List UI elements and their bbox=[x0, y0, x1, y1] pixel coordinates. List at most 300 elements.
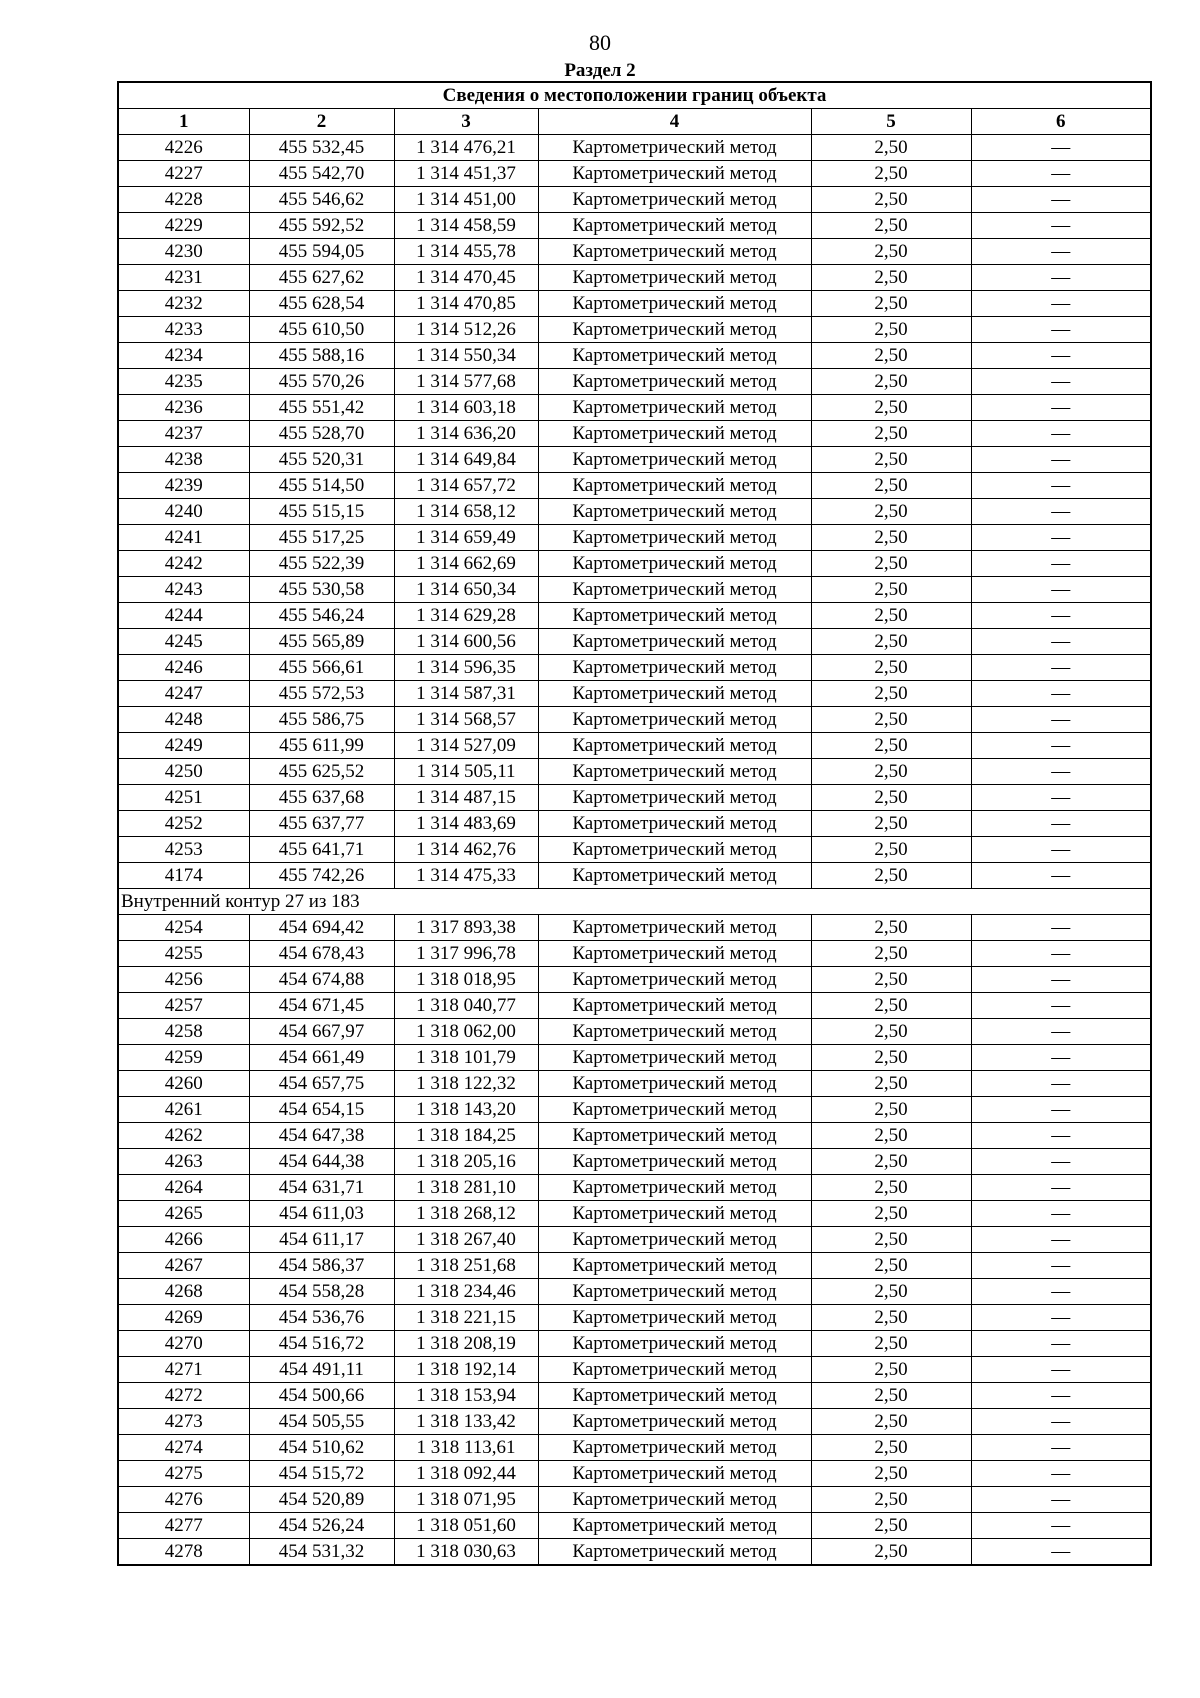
method-cell: Картометрический метод bbox=[538, 707, 811, 733]
x-coordinate-cell: 454 631,71 bbox=[249, 1175, 394, 1201]
x-coordinate-cell: 455 588,16 bbox=[249, 343, 394, 369]
y-coordinate-cell: 1 314 596,35 bbox=[394, 655, 538, 681]
note-cell: — bbox=[971, 1227, 1151, 1253]
table-row bbox=[118, 629, 1151, 655]
y-coordinate-cell: 1 314 451,00 bbox=[394, 187, 538, 213]
table-row bbox=[118, 967, 1151, 993]
table-row bbox=[118, 1071, 1151, 1097]
y-coordinate-cell: 1 318 101,79 bbox=[394, 1045, 538, 1071]
accuracy-cell: 2,50 bbox=[811, 291, 971, 317]
accuracy-cell: 2,50 bbox=[811, 317, 971, 343]
x-coordinate-cell: 455 551,42 bbox=[249, 395, 394, 421]
x-coordinate-cell: 454 516,72 bbox=[249, 1331, 394, 1357]
y-coordinate-cell: 1 318 205,16 bbox=[394, 1149, 538, 1175]
contour-section-label: Внутренний контур 27 из 183 bbox=[118, 889, 1151, 915]
accuracy-cell: 2,50 bbox=[811, 525, 971, 551]
point-number-cell: 4278 bbox=[118, 1539, 249, 1566]
point-number-cell: 4253 bbox=[118, 837, 249, 863]
x-coordinate-cell: 455 528,70 bbox=[249, 421, 394, 447]
note-cell: — bbox=[971, 811, 1151, 837]
y-coordinate-cell: 1 314 527,09 bbox=[394, 733, 538, 759]
table-row bbox=[118, 1383, 1151, 1409]
note-cell: — bbox=[971, 1513, 1151, 1539]
point-number-cell: 4274 bbox=[118, 1435, 249, 1461]
method-cell: Картометрический метод bbox=[538, 1357, 811, 1383]
x-coordinate-cell: 455 611,99 bbox=[249, 733, 394, 759]
accuracy-cell: 2,50 bbox=[811, 1253, 971, 1279]
note-cell: — bbox=[971, 837, 1151, 863]
method-cell: Картометрический метод bbox=[538, 343, 811, 369]
point-number-cell: 4250 bbox=[118, 759, 249, 785]
note-cell: — bbox=[971, 1383, 1151, 1409]
table-row bbox=[118, 707, 1151, 733]
y-coordinate-cell: 1 314 662,69 bbox=[394, 551, 538, 577]
method-cell: Картометрический метод bbox=[538, 733, 811, 759]
table-row bbox=[118, 1539, 1151, 1566]
y-coordinate-cell: 1 318 251,68 bbox=[394, 1253, 538, 1279]
y-coordinate-cell: 1 314 505,11 bbox=[394, 759, 538, 785]
table-row bbox=[118, 369, 1151, 395]
x-coordinate-cell: 454 667,97 bbox=[249, 1019, 394, 1045]
note-cell: — bbox=[971, 1435, 1151, 1461]
y-coordinate-cell: 1 318 092,44 bbox=[394, 1461, 538, 1487]
method-cell: Картометрический метод bbox=[538, 239, 811, 265]
table-row bbox=[118, 525, 1151, 551]
table-row bbox=[118, 1435, 1151, 1461]
x-coordinate-cell: 455 522,39 bbox=[249, 551, 394, 577]
note-cell: — bbox=[971, 1175, 1151, 1201]
y-coordinate-cell: 1 318 281,10 bbox=[394, 1175, 538, 1201]
point-number-cell: 4240 bbox=[118, 499, 249, 525]
point-number-cell: 4275 bbox=[118, 1461, 249, 1487]
note-cell: — bbox=[971, 161, 1151, 187]
x-coordinate-cell: 455 586,75 bbox=[249, 707, 394, 733]
note-cell: — bbox=[971, 603, 1151, 629]
x-coordinate-cell: 455 546,24 bbox=[249, 603, 394, 629]
table-row bbox=[118, 1097, 1151, 1123]
method-cell: Картометрический метод bbox=[538, 941, 811, 967]
y-coordinate-cell: 1 314 470,45 bbox=[394, 265, 538, 291]
note-cell: — bbox=[971, 187, 1151, 213]
method-cell: Картометрический метод bbox=[538, 317, 811, 343]
y-coordinate-cell: 1 317 996,78 bbox=[394, 941, 538, 967]
note-cell: — bbox=[971, 317, 1151, 343]
boundary-coordinates-table bbox=[117, 81, 1152, 1566]
point-number-cell: 4247 bbox=[118, 681, 249, 707]
y-coordinate-cell: 1 314 600,56 bbox=[394, 629, 538, 655]
method-cell: Картометрический метод bbox=[538, 1331, 811, 1357]
accuracy-cell: 2,50 bbox=[811, 655, 971, 681]
point-number-cell: 4226 bbox=[118, 135, 249, 161]
accuracy-cell: 2,50 bbox=[811, 369, 971, 395]
note-cell: — bbox=[971, 733, 1151, 759]
accuracy-cell: 2,50 bbox=[811, 1513, 971, 1539]
accuracy-cell: 2,50 bbox=[811, 863, 971, 889]
point-number-cell: 4238 bbox=[118, 447, 249, 473]
point-number-cell: 4232 bbox=[118, 291, 249, 317]
table-caption-row bbox=[118, 82, 1151, 109]
y-coordinate-cell: 1 314 458,59 bbox=[394, 213, 538, 239]
table-row bbox=[118, 1201, 1151, 1227]
method-cell: Картометрический метод bbox=[538, 1279, 811, 1305]
method-cell: Картометрический метод bbox=[538, 135, 811, 161]
table-row bbox=[118, 785, 1151, 811]
table-row bbox=[118, 421, 1151, 447]
note-cell: — bbox=[971, 473, 1151, 499]
note-cell: — bbox=[971, 1253, 1151, 1279]
note-cell: — bbox=[971, 915, 1151, 941]
y-coordinate-cell: 1 318 143,20 bbox=[394, 1097, 538, 1123]
point-number-cell: 4234 bbox=[118, 343, 249, 369]
table-row bbox=[118, 1149, 1151, 1175]
accuracy-cell: 2,50 bbox=[811, 473, 971, 499]
accuracy-cell: 2,50 bbox=[811, 447, 971, 473]
note-cell: — bbox=[971, 421, 1151, 447]
accuracy-cell: 2,50 bbox=[811, 811, 971, 837]
y-coordinate-cell: 1 318 192,14 bbox=[394, 1357, 538, 1383]
accuracy-cell: 2,50 bbox=[811, 551, 971, 577]
point-number-cell: 4261 bbox=[118, 1097, 249, 1123]
x-coordinate-cell: 454 500,66 bbox=[249, 1383, 394, 1409]
accuracy-cell: 2,50 bbox=[811, 1409, 971, 1435]
method-cell: Картометрический метод bbox=[538, 993, 811, 1019]
note-cell: — bbox=[971, 343, 1151, 369]
y-coordinate-cell: 1 314 577,68 bbox=[394, 369, 538, 395]
note-cell: — bbox=[971, 1045, 1151, 1071]
table-row bbox=[118, 551, 1151, 577]
point-number-cell: 4228 bbox=[118, 187, 249, 213]
method-cell: Картометрический метод bbox=[538, 1201, 811, 1227]
column-header: 1 bbox=[118, 109, 249, 135]
x-coordinate-cell: 455 610,50 bbox=[249, 317, 394, 343]
table-caption: Сведения о местоположении границ объекта bbox=[118, 82, 1151, 109]
point-number-cell: 4276 bbox=[118, 1487, 249, 1513]
accuracy-cell: 2,50 bbox=[811, 1331, 971, 1357]
y-coordinate-cell: 1 318 040,77 bbox=[394, 993, 538, 1019]
column-header-row bbox=[118, 109, 1151, 135]
point-number-cell: 4241 bbox=[118, 525, 249, 551]
method-cell: Картометрический метод bbox=[538, 655, 811, 681]
x-coordinate-cell: 454 586,37 bbox=[249, 1253, 394, 1279]
y-coordinate-cell: 1 318 018,95 bbox=[394, 967, 538, 993]
y-coordinate-cell: 1 318 062,00 bbox=[394, 1019, 538, 1045]
page-number: 80 bbox=[589, 30, 611, 55]
method-cell: Картометрический метод bbox=[538, 369, 811, 395]
point-number-cell: 4271 bbox=[118, 1357, 249, 1383]
table-row bbox=[118, 187, 1151, 213]
point-number-cell: 4263 bbox=[118, 1149, 249, 1175]
note-cell: — bbox=[971, 1357, 1151, 1383]
point-number-cell: 4252 bbox=[118, 811, 249, 837]
table-row bbox=[118, 265, 1151, 291]
accuracy-cell: 2,50 bbox=[811, 629, 971, 655]
point-number-cell: 4268 bbox=[118, 1279, 249, 1305]
x-coordinate-cell: 454 671,45 bbox=[249, 993, 394, 1019]
table-row bbox=[118, 291, 1151, 317]
point-number-cell: 4264 bbox=[118, 1175, 249, 1201]
method-cell: Картометрический метод bbox=[538, 811, 811, 837]
point-number-cell: 4242 bbox=[118, 551, 249, 577]
point-number-cell: 4254 bbox=[118, 915, 249, 941]
note-cell: — bbox=[971, 265, 1151, 291]
y-coordinate-cell: 1 314 476,21 bbox=[394, 135, 538, 161]
accuracy-cell: 2,50 bbox=[811, 967, 971, 993]
method-cell: Картометрический метод bbox=[538, 161, 811, 187]
point-number-cell: 4258 bbox=[118, 1019, 249, 1045]
accuracy-cell: 2,50 bbox=[811, 213, 971, 239]
table-row bbox=[118, 655, 1151, 681]
accuracy-cell: 2,50 bbox=[811, 1305, 971, 1331]
point-number-cell: 4233 bbox=[118, 317, 249, 343]
accuracy-cell: 2,50 bbox=[811, 265, 971, 291]
accuracy-cell: 2,50 bbox=[811, 1071, 971, 1097]
method-cell: Картометрический метод bbox=[538, 577, 811, 603]
note-cell: — bbox=[971, 369, 1151, 395]
x-coordinate-cell: 454 505,55 bbox=[249, 1409, 394, 1435]
point-number-cell: 4269 bbox=[118, 1305, 249, 1331]
y-coordinate-cell: 1 314 636,20 bbox=[394, 421, 538, 447]
point-number-cell: 4249 bbox=[118, 733, 249, 759]
x-coordinate-cell: 455 520,31 bbox=[249, 447, 394, 473]
x-coordinate-cell: 455 566,61 bbox=[249, 655, 394, 681]
table-row bbox=[118, 811, 1151, 837]
accuracy-cell: 2,50 bbox=[811, 1539, 971, 1566]
point-number-cell: 4255 bbox=[118, 941, 249, 967]
y-coordinate-cell: 1 318 184,25 bbox=[394, 1123, 538, 1149]
y-coordinate-cell: 1 314 629,28 bbox=[394, 603, 538, 629]
x-coordinate-cell: 455 517,25 bbox=[249, 525, 394, 551]
note-cell: — bbox=[971, 1409, 1151, 1435]
accuracy-cell: 2,50 bbox=[811, 1123, 971, 1149]
y-coordinate-cell: 1 314 451,37 bbox=[394, 161, 538, 187]
point-number-cell: 4243 bbox=[118, 577, 249, 603]
table-row bbox=[118, 941, 1151, 967]
x-coordinate-cell: 455 570,26 bbox=[249, 369, 394, 395]
point-number-cell: 4267 bbox=[118, 1253, 249, 1279]
point-number-cell: 4229 bbox=[118, 213, 249, 239]
point-number-cell: 4248 bbox=[118, 707, 249, 733]
note-cell: — bbox=[971, 213, 1151, 239]
x-coordinate-cell: 455 546,62 bbox=[249, 187, 394, 213]
accuracy-cell: 2,50 bbox=[811, 837, 971, 863]
x-coordinate-cell: 454 654,15 bbox=[249, 1097, 394, 1123]
accuracy-cell: 2,50 bbox=[811, 1487, 971, 1513]
point-number-cell: 4277 bbox=[118, 1513, 249, 1539]
method-cell: Картометрический метод bbox=[538, 1513, 811, 1539]
note-cell: — bbox=[971, 1149, 1151, 1175]
method-cell: Картометрический метод bbox=[538, 915, 811, 941]
table-body bbox=[118, 135, 1151, 1566]
x-coordinate-cell: 455 625,52 bbox=[249, 759, 394, 785]
method-cell: Картометрический метод bbox=[538, 603, 811, 629]
y-coordinate-cell: 1 314 487,15 bbox=[394, 785, 538, 811]
column-header: 2 bbox=[249, 109, 394, 135]
note-cell: — bbox=[971, 447, 1151, 473]
x-coordinate-cell: 455 592,52 bbox=[249, 213, 394, 239]
method-cell: Картометрический метод bbox=[538, 1253, 811, 1279]
point-number-cell: 4272 bbox=[118, 1383, 249, 1409]
table-row bbox=[118, 447, 1151, 473]
y-coordinate-cell: 1 314 483,69 bbox=[394, 811, 538, 837]
accuracy-cell: 2,50 bbox=[811, 785, 971, 811]
table-row bbox=[118, 1227, 1151, 1253]
accuracy-cell: 2,50 bbox=[811, 499, 971, 525]
y-coordinate-cell: 1 318 268,12 bbox=[394, 1201, 538, 1227]
note-cell: — bbox=[971, 1097, 1151, 1123]
method-cell: Картометрический метод bbox=[538, 1461, 811, 1487]
accuracy-cell: 2,50 bbox=[811, 1383, 971, 1409]
method-cell: Картометрический метод bbox=[538, 187, 811, 213]
method-cell: Картометрический метод bbox=[538, 1409, 811, 1435]
table-row bbox=[118, 1357, 1151, 1383]
point-number-cell: 4244 bbox=[118, 603, 249, 629]
table-row bbox=[118, 1045, 1151, 1071]
note-cell: — bbox=[971, 759, 1151, 785]
accuracy-cell: 2,50 bbox=[811, 707, 971, 733]
accuracy-cell: 2,50 bbox=[811, 759, 971, 785]
note-cell: — bbox=[971, 499, 1151, 525]
x-coordinate-cell: 455 637,68 bbox=[249, 785, 394, 811]
note-cell: — bbox=[971, 967, 1151, 993]
table-row bbox=[118, 1461, 1151, 1487]
y-coordinate-cell: 1 314 470,85 bbox=[394, 291, 538, 317]
x-coordinate-cell: 454 520,89 bbox=[249, 1487, 394, 1513]
column-header: 5 bbox=[811, 109, 971, 135]
x-coordinate-cell: 454 515,72 bbox=[249, 1461, 394, 1487]
point-number-cell: 4265 bbox=[118, 1201, 249, 1227]
point-number-cell: 4239 bbox=[118, 473, 249, 499]
y-coordinate-cell: 1 318 153,94 bbox=[394, 1383, 538, 1409]
note-cell: — bbox=[971, 525, 1151, 551]
note-cell: — bbox=[971, 1019, 1151, 1045]
note-cell: — bbox=[971, 1071, 1151, 1097]
accuracy-cell: 2,50 bbox=[811, 187, 971, 213]
point-number-cell: 4230 bbox=[118, 239, 249, 265]
method-cell: Картометрический метод bbox=[538, 681, 811, 707]
x-coordinate-cell: 454 558,28 bbox=[249, 1279, 394, 1305]
y-coordinate-cell: 1 318 071,95 bbox=[394, 1487, 538, 1513]
method-cell: Картометрический метод bbox=[538, 1123, 811, 1149]
table-row bbox=[118, 733, 1151, 759]
accuracy-cell: 2,50 bbox=[811, 421, 971, 447]
table-row bbox=[118, 135, 1151, 161]
y-coordinate-cell: 1 318 221,15 bbox=[394, 1305, 538, 1331]
table-row bbox=[118, 1331, 1151, 1357]
accuracy-cell: 2,50 bbox=[811, 941, 971, 967]
table-row bbox=[118, 1123, 1151, 1149]
accuracy-cell: 2,50 bbox=[811, 1149, 971, 1175]
method-cell: Картометрический метод bbox=[538, 1487, 811, 1513]
method-cell: Картометрический метод bbox=[538, 1071, 811, 1097]
note-cell: — bbox=[971, 551, 1151, 577]
y-coordinate-cell: 1 318 122,32 bbox=[394, 1071, 538, 1097]
point-number-cell: 4273 bbox=[118, 1409, 249, 1435]
accuracy-cell: 2,50 bbox=[811, 603, 971, 629]
x-coordinate-cell: 454 510,62 bbox=[249, 1435, 394, 1461]
y-coordinate-cell: 1 318 133,42 bbox=[394, 1409, 538, 1435]
point-number-cell: 4237 bbox=[118, 421, 249, 447]
x-coordinate-cell: 454 531,32 bbox=[249, 1539, 394, 1566]
x-coordinate-cell: 454 536,76 bbox=[249, 1305, 394, 1331]
y-coordinate-cell: 1 317 893,38 bbox=[394, 915, 538, 941]
table-row bbox=[118, 395, 1151, 421]
table-row bbox=[118, 759, 1151, 785]
y-coordinate-cell: 1 314 603,18 bbox=[394, 395, 538, 421]
table-row bbox=[118, 1305, 1151, 1331]
point-number-cell: 4260 bbox=[118, 1071, 249, 1097]
method-cell: Картометрический метод bbox=[538, 1435, 811, 1461]
accuracy-cell: 2,50 bbox=[811, 577, 971, 603]
note-cell: — bbox=[971, 629, 1151, 655]
y-coordinate-cell: 1 318 030,63 bbox=[394, 1539, 538, 1566]
method-cell: Картометрический метод bbox=[538, 291, 811, 317]
accuracy-cell: 2,50 bbox=[811, 395, 971, 421]
section-title: Раздел 2 bbox=[564, 60, 636, 81]
accuracy-cell: 2,50 bbox=[811, 733, 971, 759]
y-coordinate-cell: 1 314 659,49 bbox=[394, 525, 538, 551]
method-cell: Картометрический метод bbox=[538, 837, 811, 863]
point-number-cell: 4174 bbox=[118, 863, 249, 889]
table-row bbox=[118, 993, 1151, 1019]
x-coordinate-cell: 454 491,11 bbox=[249, 1357, 394, 1383]
method-cell: Картометрический метод bbox=[538, 1305, 811, 1331]
method-cell: Картометрический метод bbox=[538, 1149, 811, 1175]
table-row bbox=[118, 343, 1151, 369]
x-coordinate-cell: 455 530,58 bbox=[249, 577, 394, 603]
accuracy-cell: 2,50 bbox=[811, 915, 971, 941]
table-row bbox=[118, 213, 1151, 239]
method-cell: Картометрический метод bbox=[538, 447, 811, 473]
x-coordinate-cell: 455 515,15 bbox=[249, 499, 394, 525]
table-row bbox=[118, 1279, 1151, 1305]
table-row bbox=[118, 1019, 1151, 1045]
column-header: 6 bbox=[971, 109, 1151, 135]
y-coordinate-cell: 1 318 051,60 bbox=[394, 1513, 538, 1539]
x-coordinate-cell: 455 514,50 bbox=[249, 473, 394, 499]
method-cell: Картометрический метод bbox=[538, 1383, 811, 1409]
y-coordinate-cell: 1 318 113,61 bbox=[394, 1435, 538, 1461]
method-cell: Картометрический метод bbox=[538, 785, 811, 811]
x-coordinate-cell: 454 661,49 bbox=[249, 1045, 394, 1071]
y-coordinate-cell: 1 314 650,34 bbox=[394, 577, 538, 603]
note-cell: — bbox=[971, 863, 1151, 889]
point-number-cell: 4259 bbox=[118, 1045, 249, 1071]
table-row bbox=[118, 161, 1151, 187]
accuracy-cell: 2,50 bbox=[811, 1227, 971, 1253]
method-cell: Картометрический метод bbox=[538, 551, 811, 577]
table-row bbox=[118, 1487, 1151, 1513]
note-cell: — bbox=[971, 1279, 1151, 1305]
y-coordinate-cell: 1 314 568,57 bbox=[394, 707, 538, 733]
note-cell: — bbox=[971, 1123, 1151, 1149]
table-row bbox=[118, 915, 1151, 941]
column-header: 3 bbox=[394, 109, 538, 135]
note-cell: — bbox=[971, 1461, 1151, 1487]
x-coordinate-cell: 454 611,03 bbox=[249, 1201, 394, 1227]
note-cell: — bbox=[971, 577, 1151, 603]
accuracy-cell: 2,50 bbox=[811, 681, 971, 707]
table-row bbox=[118, 239, 1151, 265]
method-cell: Картометрический метод bbox=[538, 525, 811, 551]
x-coordinate-cell: 454 674,88 bbox=[249, 967, 394, 993]
note-cell: — bbox=[971, 395, 1151, 421]
note-cell: — bbox=[971, 1331, 1151, 1357]
table-row bbox=[118, 837, 1151, 863]
accuracy-cell: 2,50 bbox=[811, 161, 971, 187]
table-row bbox=[118, 577, 1151, 603]
x-coordinate-cell: 454 647,38 bbox=[249, 1123, 394, 1149]
accuracy-cell: 2,50 bbox=[811, 1435, 971, 1461]
